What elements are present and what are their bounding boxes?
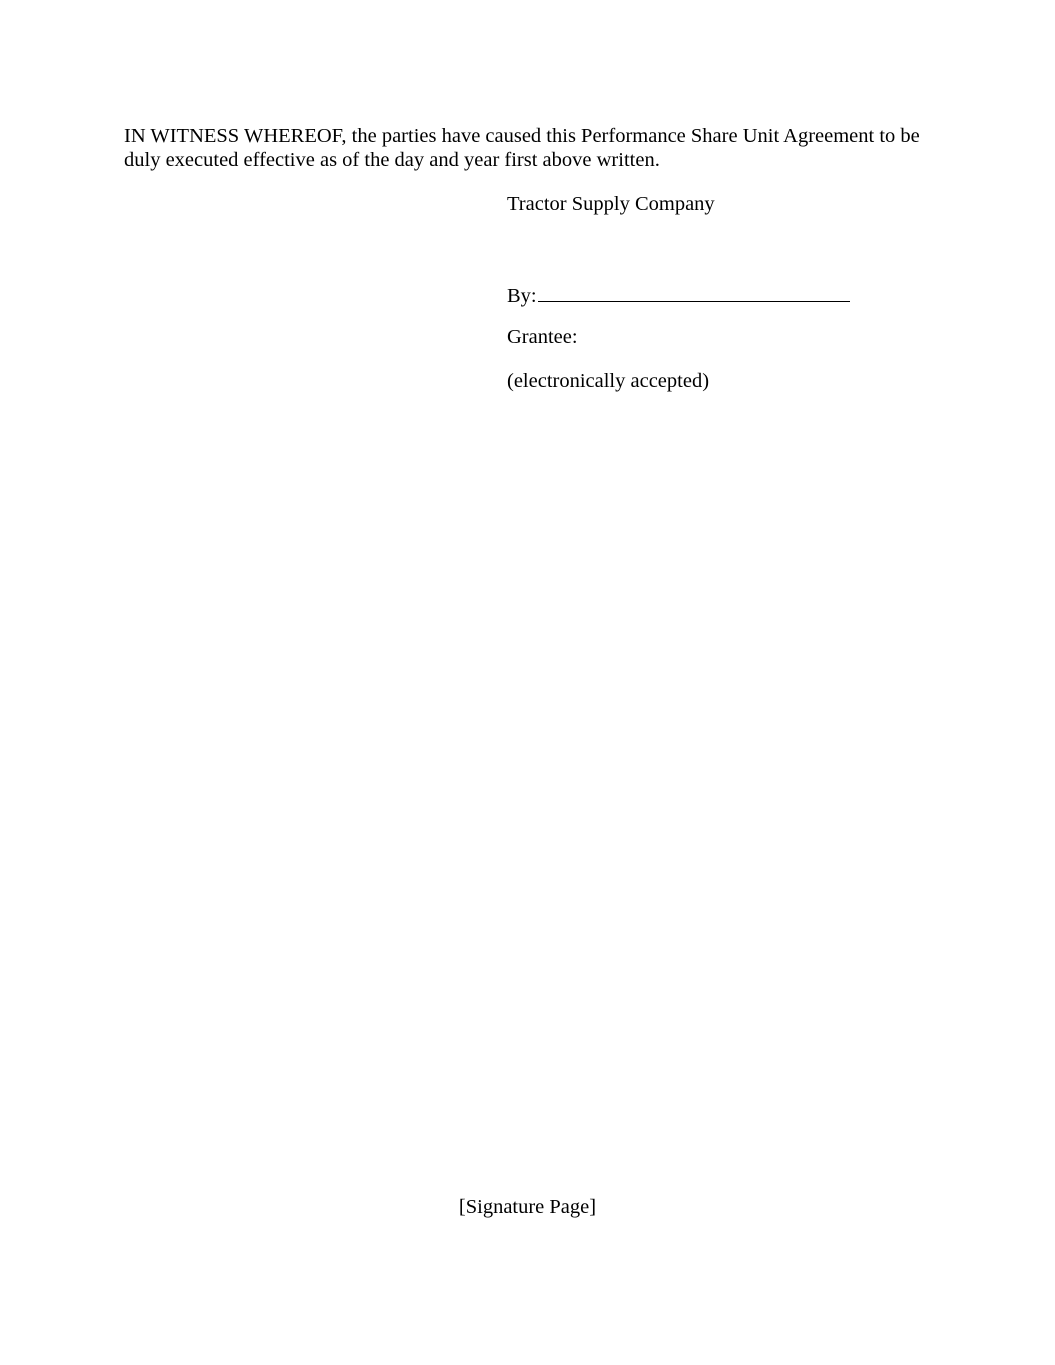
- witness-paragraph: IN WITNESS WHEREOF, the parties have caused this Performance Share Unit Agreement to be duly executed effective as of the day and year first above written.: [124, 125, 920, 171]
- grantee-label: Grantee:: [507, 326, 578, 348]
- by-label: By:: [507, 285, 537, 307]
- company-name: Tractor Supply Company: [507, 193, 715, 215]
- signature-blank-line: [538, 281, 850, 302]
- signature-page-footer: [Signature Page]: [458, 1196, 597, 1218]
- grantee-acceptance-note: (electronically accepted): [507, 370, 710, 392]
- by-signature-line: [507, 281, 850, 308]
